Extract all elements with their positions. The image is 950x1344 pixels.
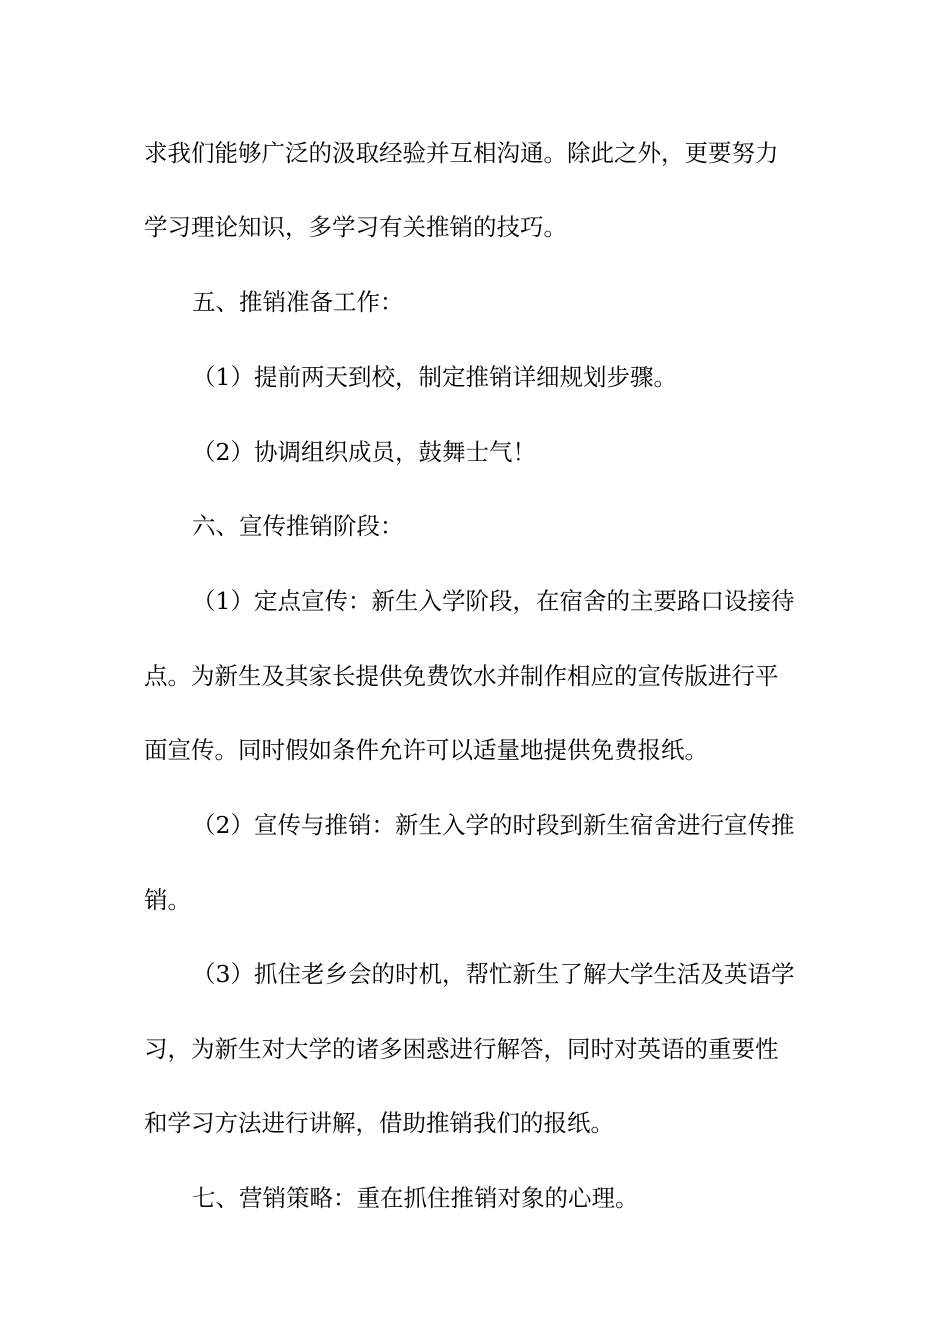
paragraph-line: 销。	[144, 886, 191, 914]
paragraph-line: 和学习方法进行讲解，借助推销我们的报纸。	[144, 1109, 614, 1137]
paragraph-line: 求我们能够广泛的汲取经验并互相沟通。除此之外，更要努力	[144, 139, 779, 167]
list-item-5-1: （1）提前两天到校，制定推销详细规划步骤。	[192, 363, 677, 391]
list-item-6-2: （2）宣传与推销：新生入学的时段到新生宿舍进行宣传推	[192, 811, 795, 839]
list-item-5-2: （2）协调组织成员，鼓舞士气！	[192, 438, 536, 466]
section-heading-7: 七、营销策略：重在抓住推销对象的心理。	[192, 1184, 639, 1212]
paragraph-line: 习，为新生对大学的诸多困惑进行解答，同时对英语的重要性	[144, 1035, 779, 1063]
paragraph-line: 面宣传。同时假如条件允许可以适量地提供免费报纸。	[144, 736, 708, 764]
paragraph-line: 点。为新生及其家长提供免费饮水并制作相应的宣传版进行平	[144, 662, 779, 690]
section-heading-6: 六、宣传推销阶段：	[192, 512, 404, 540]
paragraph-line: 学习理论知识，多学习有关推销的技巧。	[144, 213, 567, 241]
list-item-6-1: （1）定点宣传：新生入学阶段，在宿舍的主要路口设接待	[192, 587, 795, 615]
section-heading-5: 五、推销准备工作：	[192, 288, 404, 316]
list-item-6-3: （3）抓住老乡会的时机，帮忙新生了解大学生活及英语学	[192, 960, 795, 988]
